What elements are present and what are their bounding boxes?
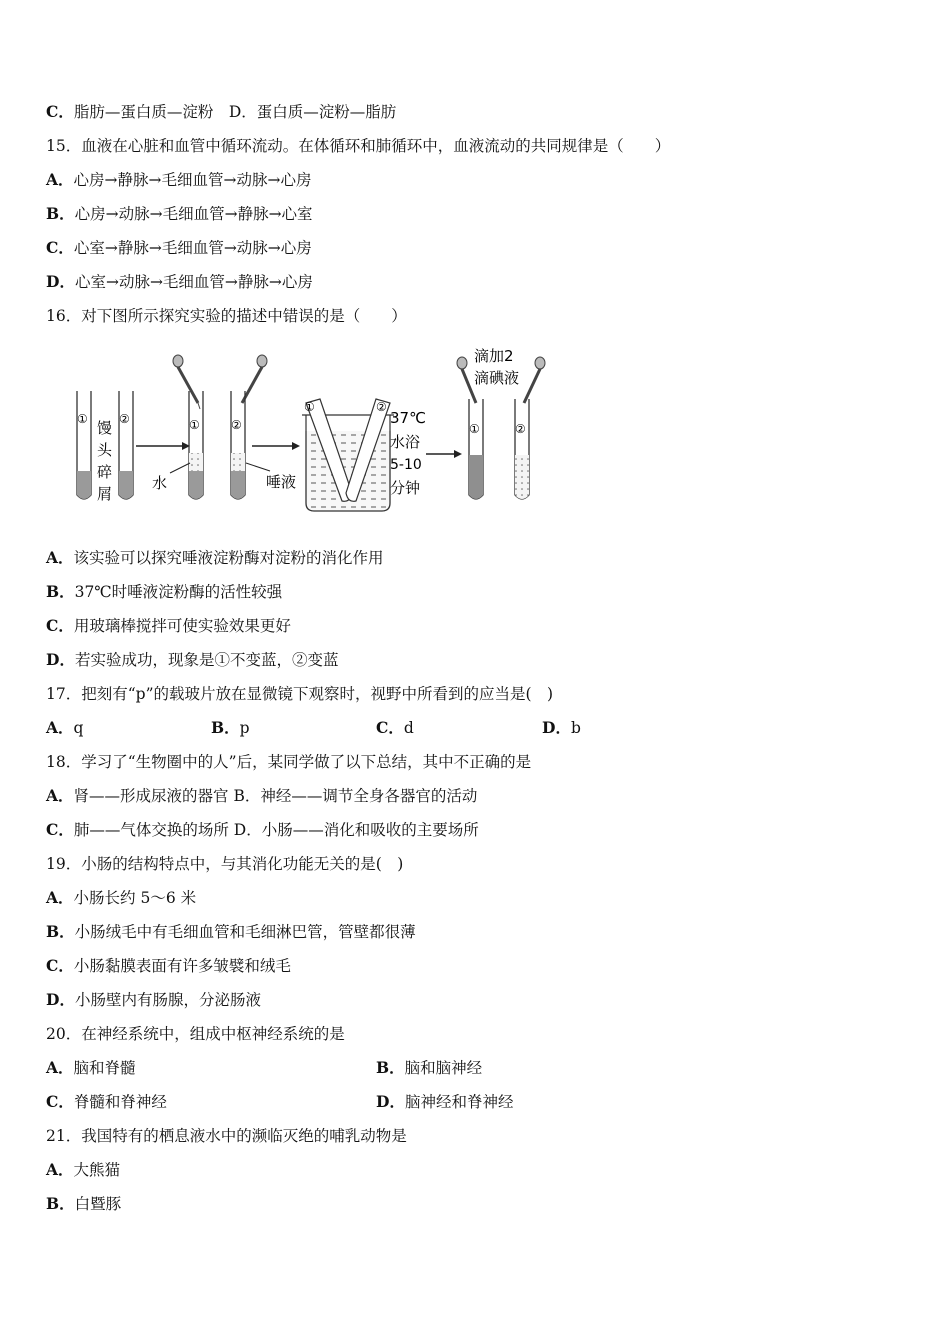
- stage4-label-tube2: ②: [515, 422, 526, 436]
- option-letter: A．: [46, 718, 74, 737]
- question-19-option-d: D．小肠壁内有肠腺，分泌肠液: [46, 990, 261, 1009]
- option-letter: A．: [46, 170, 74, 189]
- question-18-options-cd: C．肺——气体交换的场所 D．小肠——消化和吸收的主要场所: [46, 820, 479, 839]
- option-letter: B．: [46, 204, 75, 223]
- iodine-label-1: 滴加2: [474, 347, 514, 365]
- option-letter: D．: [46, 990, 75, 1009]
- stage1-label-tube2: ②: [119, 412, 130, 426]
- question-21-option-a: A．大熊猫: [46, 1160, 121, 1179]
- option-letter: B．: [46, 922, 75, 941]
- question-20-option-b: B．脑和脑神经: [376, 1058, 483, 1077]
- mantou-label-2: 头: [97, 441, 113, 459]
- bath-label: 水浴: [390, 433, 421, 451]
- mantou-label-3: 碎: [97, 463, 113, 481]
- stage4-dropper-2: [524, 357, 545, 403]
- option-letter: A．: [46, 1160, 74, 1179]
- option-letter: B．: [376, 1058, 405, 1077]
- stage4-label-tube1: ①: [469, 422, 480, 436]
- option-letter: A．: [46, 786, 74, 805]
- question-19-option-b: B．小肠绒毛中有毛细血管和毛细淋巴管，管壁都很薄: [46, 922, 416, 941]
- water-label: 水: [152, 474, 168, 492]
- question-16-stem: 16．对下图所示探究实验的描述中错误的是（ ）: [46, 307, 407, 325]
- option-letter: C．: [46, 956, 74, 975]
- stage2-label-tube2: ②: [231, 418, 242, 432]
- stage4-tube-2: [515, 399, 529, 499]
- stage4-tube-1: [469, 399, 483, 499]
- stage1-tube-1: [77, 391, 91, 499]
- option-letter: C．: [46, 1092, 74, 1111]
- question-16-option-b: B．37℃时唾液淀粉酶的活性较强: [46, 582, 283, 601]
- option-letter: C．: [46, 238, 74, 257]
- iodine-label-2: 滴碘液: [474, 369, 520, 387]
- temperature-label: 37℃: [390, 409, 426, 427]
- option-letter: D．: [542, 718, 571, 737]
- option-letter: A．: [46, 548, 74, 567]
- question-15-option-d: D．心室→动脉→毛细血管→静脉→心房: [46, 272, 313, 291]
- question-18-stem: 18．学习了“生物圈中的人”后，某同学做了以下总结，其中不正确的是: [46, 753, 532, 771]
- stage2-tube-1: [189, 391, 203, 499]
- water-pointer: [170, 463, 190, 473]
- question-21-option-b: B．白暨豚: [46, 1194, 122, 1213]
- option-letter: C．: [46, 102, 74, 121]
- question-21-stem: 21．我国特有的栖息液水中的濒临灭绝的哺乳动物是: [46, 1127, 407, 1145]
- arrow-2-head: [292, 442, 300, 450]
- question-20-option-c: C．脊髓和脊神经: [46, 1092, 167, 1111]
- stage1-tube-2: [119, 391, 133, 499]
- option-letter: A．: [46, 888, 74, 907]
- stage2-tube-2: [231, 391, 245, 499]
- question-20-option-d: D．脑神经和脊神经: [376, 1092, 514, 1111]
- option-letter: C．: [46, 616, 74, 635]
- stage2-label-tube1: ①: [189, 418, 200, 432]
- question-17-option-a: A．q: [46, 718, 84, 737]
- question-19-option-a: A．小肠长约 5～6 米: [46, 888, 197, 907]
- option-letter: D．: [376, 1092, 405, 1111]
- arrow-3-head: [454, 450, 462, 458]
- experiment-figure: [70, 343, 550, 515]
- question-18-options-ab: A．肾——形成尿液的器官 B．神经——调节全身各器官的活动: [46, 786, 478, 805]
- mantou-label-1: 馒: [97, 419, 113, 437]
- option-letter: D．: [46, 272, 75, 291]
- question-16-option-a: A．该实验可以探究唾液淀粉酶对淀粉的消化作用: [46, 548, 384, 567]
- option-letter: C．: [376, 718, 404, 737]
- option-letter: D．: [46, 650, 75, 669]
- option-letter: C．: [46, 820, 74, 839]
- mantou-label-4: 屑: [97, 485, 113, 503]
- option-letter: B．: [46, 1194, 75, 1213]
- question-19-option-c: C．小肠黏膜表面有许多皱襞和绒毛: [46, 956, 291, 975]
- question-17-option-c: C．d: [376, 718, 414, 737]
- question-17-option-b: B．p: [211, 718, 250, 737]
- question-15-option-a: A．心房→静脉→毛细血管→动脉→心房: [46, 170, 312, 189]
- question-15-option-c: C．心室→静脉→毛细血管→动脉→心房: [46, 238, 312, 257]
- question-16-option-c: C．用玻璃棒搅拌可使实验效果更好: [46, 616, 291, 635]
- question-20-option-a: A．脑和脊髓: [46, 1058, 136, 1077]
- option-letter: B．: [211, 718, 240, 737]
- stage2-dropper-1: [173, 355, 200, 409]
- duration-label: 5-10: [390, 457, 422, 473]
- question-16-option-d: D．若实验成功，现象是①不变蓝，②变蓝: [46, 650, 339, 669]
- option-letter: B．: [46, 582, 75, 601]
- question-17-option-d: D．b: [542, 718, 581, 737]
- stage2-dropper-2: [242, 355, 267, 403]
- question-17-stem: 17．把刻有“p”的载玻片放在显微镜下观察时，视野中所看到的应当是( ): [46, 685, 554, 703]
- bath-label-tube1: ①: [304, 400, 315, 414]
- question-20-stem: 20．在神经系统中，组成中枢神经系统的是: [46, 1025, 345, 1043]
- stage1-label-tube1: ①: [77, 412, 88, 426]
- question-15-stem: 15．血液在心脏和血管中循环流动。在体循环和肺循环中，血液流动的共同规律是（ ）: [46, 137, 671, 155]
- saliva-label: 唾液: [266, 473, 297, 491]
- question-15-option-b: B．心房→动脉→毛细血管→静脉→心室: [46, 204, 313, 223]
- question-19-stem: 19．小肠的结构特点中，与其消化功能无关的是( ): [46, 855, 404, 873]
- minutes-label: 分钟: [390, 479, 421, 497]
- line-q14-cd: C．脂肪—蛋白质—淀粉 D．蛋白质—淀粉—脂肪: [46, 102, 397, 121]
- saliva-pointer: [246, 463, 270, 471]
- bath-label-tube2: ②: [376, 400, 387, 414]
- option-letter: A．: [46, 1058, 74, 1077]
